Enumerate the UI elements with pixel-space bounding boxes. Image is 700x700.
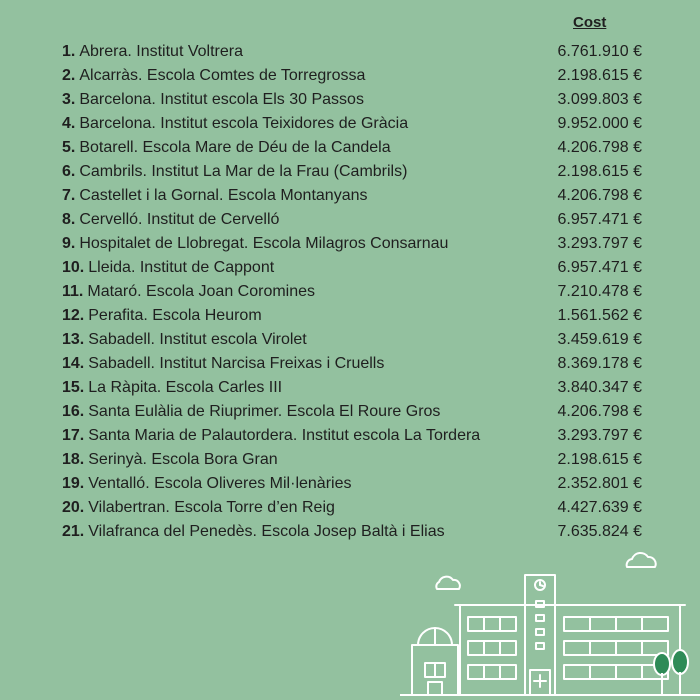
row-number: 2. bbox=[62, 67, 76, 84]
cost-value: 9.952.000 € bbox=[557, 115, 642, 132]
school-label bbox=[62, 352, 384, 376]
row-number: 9. bbox=[62, 235, 76, 252]
row-number: 14. bbox=[62, 355, 85, 372]
list-item bbox=[62, 88, 642, 112]
cost-value: 1.561.562 € bbox=[557, 307, 642, 324]
school-name: Serinyà. Escola Bora Gran bbox=[88, 451, 278, 468]
cost-value: 2.198.615 € bbox=[557, 163, 642, 180]
school-name: Mataró. Escola Joan Coromines bbox=[87, 283, 316, 300]
cost-value: 3.099.803 € bbox=[557, 91, 642, 108]
school-name: Botarell. Escola Mare de Déu de la Candela bbox=[79, 139, 391, 156]
cost-value: 6.957.471 € bbox=[557, 259, 642, 276]
cost-value: 2.198.615 € bbox=[557, 67, 642, 84]
list-item bbox=[62, 400, 642, 424]
list-item bbox=[62, 40, 642, 64]
row-number: 19. bbox=[62, 475, 85, 492]
school-name: Barcelona. Institut escola Els 30 Passos bbox=[79, 91, 364, 108]
school-label bbox=[62, 520, 445, 544]
row-number: 5. bbox=[62, 139, 76, 156]
cost-value: 3.459.619 € bbox=[557, 331, 642, 348]
row-number: 4. bbox=[62, 115, 76, 132]
row-number: 21. bbox=[62, 523, 85, 540]
school-name: Vilabertran. Escola Torre d’en Reig bbox=[88, 499, 335, 516]
list-item bbox=[62, 208, 642, 232]
school-name: Santa Eulàlia de Riuprimer. Escola El Roure Gros bbox=[88, 403, 441, 420]
list-item bbox=[62, 64, 642, 88]
school-label bbox=[62, 472, 351, 496]
list-item bbox=[62, 232, 642, 256]
school-building-icon bbox=[455, 575, 685, 695]
school-label bbox=[62, 184, 367, 208]
school-label bbox=[62, 400, 440, 424]
school-name: Sabadell. Institut escola Virolet bbox=[88, 331, 307, 348]
school-label bbox=[62, 496, 335, 520]
school-name: Castellet i la Gornal. Escola Montanyans bbox=[79, 187, 368, 204]
cost-value: 8.369.178 € bbox=[557, 355, 642, 372]
row-number: 10. bbox=[62, 259, 85, 276]
school-label bbox=[62, 280, 315, 304]
row-number: 7. bbox=[62, 187, 76, 204]
list-item bbox=[62, 376, 642, 400]
school-label bbox=[62, 208, 279, 232]
list-item bbox=[62, 520, 642, 544]
school-label bbox=[62, 88, 364, 112]
tree-icon bbox=[672, 650, 688, 695]
school-name: Perafita. Escola Heurom bbox=[88, 307, 262, 324]
observatory-dome-icon bbox=[412, 628, 458, 695]
school-cost-list bbox=[62, 40, 642, 544]
school-name: Ventalló. Escola Oliveres Mil·lenàries bbox=[88, 475, 352, 492]
list-item bbox=[62, 472, 642, 496]
cost-value: 2.198.615 € bbox=[557, 451, 642, 468]
row-number: 12. bbox=[62, 307, 85, 324]
list-item bbox=[62, 424, 642, 448]
school-label bbox=[62, 136, 391, 160]
school-label bbox=[62, 256, 274, 280]
school-label bbox=[62, 40, 243, 64]
row-number: 3. bbox=[62, 91, 76, 108]
cost-value: 2.352.801 € bbox=[557, 475, 642, 492]
school-name: Santa Maria de Palautordera. Institut escola La Tordera bbox=[88, 427, 481, 444]
school-name: Barcelona. Institut escola Teixidores de Gràcia bbox=[79, 115, 409, 132]
school-name: Cervelló. Institut de Cervelló bbox=[79, 211, 280, 228]
school-name: Vilafranca del Penedès. Escola Josep Baltà i Elias bbox=[88, 523, 445, 540]
school-label bbox=[62, 448, 278, 472]
school-illustration bbox=[400, 545, 700, 700]
row-number: 1. bbox=[62, 43, 76, 60]
school-name: Abrera. Institut Voltrera bbox=[79, 43, 243, 60]
row-number: 11. bbox=[62, 283, 84, 300]
cost-value: 3.293.797 € bbox=[557, 235, 642, 252]
row-number: 15. bbox=[62, 379, 85, 396]
school-label bbox=[62, 424, 480, 448]
school-label bbox=[62, 112, 408, 136]
cost-value: 4.206.798 € bbox=[557, 139, 642, 156]
school-name: Cambrils. Institut La Mar de la Frau (Cambrils) bbox=[79, 163, 408, 180]
school-label bbox=[62, 64, 365, 88]
cost-value: 6.957.471 € bbox=[557, 211, 642, 228]
list-item bbox=[62, 184, 642, 208]
row-number: 18. bbox=[62, 451, 85, 468]
list-item bbox=[62, 280, 642, 304]
school-name: Sabadell. Institut Narcisa Freixas i Cruells bbox=[88, 355, 385, 372]
cost-value: 3.840.347 € bbox=[557, 379, 642, 396]
cost-value: 6.761.910 € bbox=[557, 43, 642, 60]
row-number: 8. bbox=[62, 211, 76, 228]
list-item bbox=[62, 256, 642, 280]
list-item bbox=[62, 448, 642, 472]
list-item bbox=[62, 112, 642, 136]
cloud-icon bbox=[436, 577, 460, 589]
row-number: 20. bbox=[62, 499, 85, 516]
school-label bbox=[62, 376, 282, 400]
school-label bbox=[62, 304, 262, 328]
list-item bbox=[62, 136, 642, 160]
school-name: Alcarràs. Escola Comtes de Torregrossa bbox=[79, 67, 366, 84]
cost-value: 7.210.478 € bbox=[557, 283, 642, 300]
school-label bbox=[62, 160, 407, 184]
list-item bbox=[62, 328, 642, 352]
school-name: Hospitalet de Llobregat. Escola Milagros Consarnau bbox=[79, 235, 449, 252]
list-item bbox=[62, 352, 642, 376]
list-item bbox=[62, 304, 642, 328]
row-number: 16. bbox=[62, 403, 85, 420]
cost-value: 4.427.639 € bbox=[557, 499, 642, 516]
list-item bbox=[62, 496, 642, 520]
cloud-icon bbox=[627, 553, 656, 567]
cost-column-header: Cost bbox=[573, 14, 607, 31]
school-label bbox=[62, 328, 307, 352]
row-number: 17. bbox=[62, 427, 85, 444]
cost-value: 4.206.798 € bbox=[557, 187, 642, 204]
school-name: Lleida. Institut de Cappont bbox=[88, 259, 275, 276]
row-number: 6. bbox=[62, 163, 76, 180]
cost-value: 7.635.824 € bbox=[557, 523, 642, 540]
row-number: 13. bbox=[62, 331, 85, 348]
school-name: La Ràpita. Escola Carles III bbox=[88, 379, 283, 396]
school-label bbox=[62, 232, 448, 256]
cost-value: 4.206.798 € bbox=[557, 403, 642, 420]
list-item bbox=[62, 160, 642, 184]
cost-value: 3.293.797 € bbox=[557, 427, 642, 444]
